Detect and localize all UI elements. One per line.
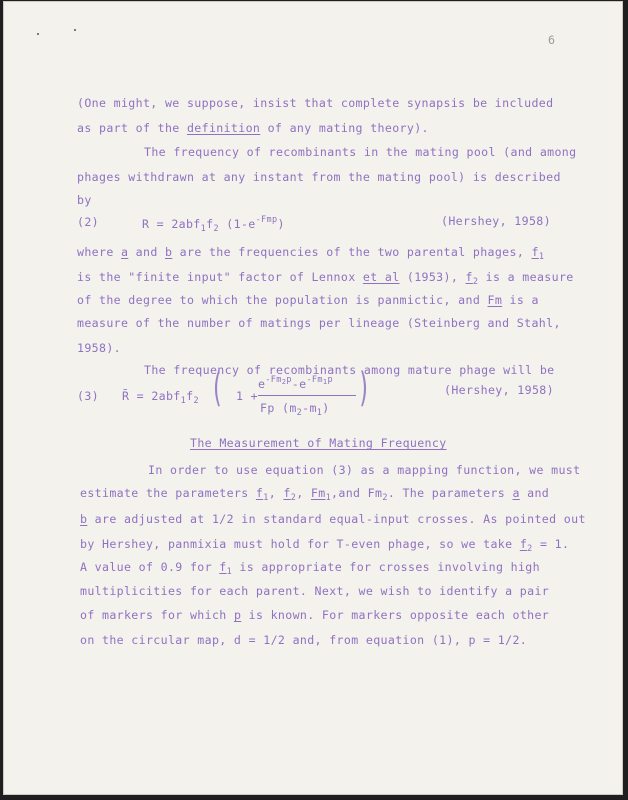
text-line: The frequency of recombinants in the mating pool (and among <box>144 145 577 159</box>
equation-3-one-plus: 1 + <box>236 389 258 403</box>
speck-mark <box>37 33 39 35</box>
text-line: multiplicities for each parent. Next, we wish to identify a pair <box>80 584 550 598</box>
text-line: phages withdrawn at any instant from the mating pool) is described <box>77 170 561 184</box>
citation: (Hershey, 1958) <box>441 214 551 228</box>
text-line: 1958). <box>77 341 121 355</box>
text-line: b are adjusted at 1/2 in standard equal-input crosses. As pointed out <box>80 512 586 526</box>
equation-number: (2) <box>77 215 99 229</box>
text-line: by Hershey, panmixia must hold for T-even phage, so we take $f_2 = 1$. <box>80 537 570 554</box>
speck-mark <box>74 29 76 31</box>
text-line: of the degree to which the population is panmictic, and Fm is a <box>77 293 539 307</box>
equation-3-numerator: $e^{-Fm_2p}-e^{-Fm_1p}$ <box>258 375 333 391</box>
underlined-term: definition <box>186 121 261 135</box>
text-line: as part of the definition of any mating theory). <box>77 121 429 135</box>
equation-3-denominator: Fp $(m_2-m_1)$ <box>260 401 330 418</box>
text-line: of markers for which p is known. For markers opposite each other <box>80 608 550 622</box>
left-paren: ( <box>210 365 224 411</box>
text-line: on the circular map, d = 1/2 and, from equation (1), p = 1/2. <box>80 633 528 647</box>
equation-3-lhs: R̄ = $2abf_1f_2$ <box>122 389 199 406</box>
text-line: is the "finite input" factor of Lennox et al (1953), $f_2$ is a measure <box>77 270 574 287</box>
text-line: In order to use equation (3) as a mapping function, we must <box>148 463 581 477</box>
right-paren: ) <box>357 365 371 411</box>
section-heading: The Measurement of Mating Frequency <box>190 436 447 450</box>
text-line: (One might, we suppose, insist that complete synapsis be included <box>77 96 554 110</box>
citation: (Hershey, 1958) <box>444 383 554 397</box>
fraction-bar <box>258 395 356 396</box>
text-line: estimate the parameters $f_1$, $f_2$, $Fm_1,and$ $Fm_2$. The parameters a and <box>80 486 550 503</box>
document-page <box>3 1 623 795</box>
text-line: measure of the number of matings per lineage (Steinberg and Stahl, <box>77 316 561 330</box>
text-line: A value of 0.9 for $f_1$ is appropriate for crosses involving high <box>80 560 540 577</box>
page-number: 6 <box>548 33 556 47</box>
text-line: by <box>77 193 92 207</box>
text-line: where a and b are the frequencies of the two parental phages, $f_1$ <box>77 245 545 262</box>
text-line: The frequency of recombinants among mature phage will be <box>144 363 555 377</box>
equation-number: (3) <box>77 389 99 403</box>
equation-2: $R = 2abf_1f_2$ $(1-e^{-Fmp})$ <box>142 215 285 234</box>
